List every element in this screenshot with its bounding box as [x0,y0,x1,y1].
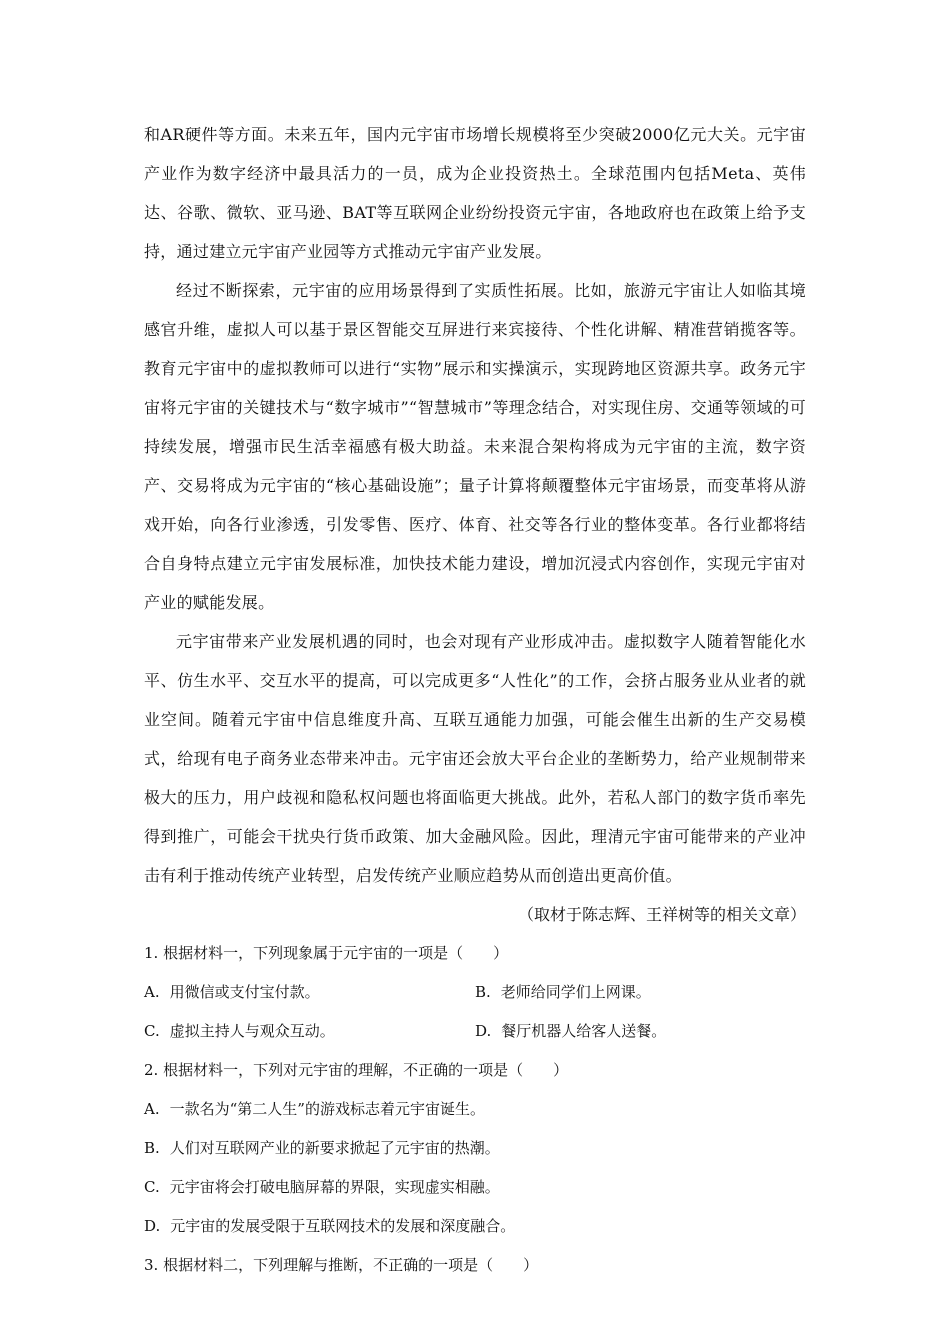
question-1 [144,934,806,1051]
option-text: 用微信或支付宝付款。 [169,983,320,1001]
paragraph-2: 经过不断探索，元宇宙的应用场景得到了实质性拓展。比如，旅游元宇宙让人如临其境感官升维，虚拟人可以基于景区智能交互屏进行来宾接待、个性化讲解、精准营销揽客等。教育元宇宙中的虚拟教师可以进行“实物”展示和实操演示，实现跨地区资源共享。政务元宇宙将元宇宙的关键技术与“数字城市”“智慧城市”等理念结合，对实现住房、交通等领域的可持续发展，增强市民生活幸福感有极大助益。未来混合架构将成为元宇宙的主流，数字资产、交易将成为元宇宙的“核心基础设施”；量子计算将颠覆整体元宇宙场景，而变革将从游戏开始，向各行业渗透，引发零售、医疗、体育、社交等各行业的整体变革。各行业都将结合自身特点建立元宇宙发展标准，加快技术能力建设，增加沉浸式内容创作，实现元宇宙对产业的赋能发展。 [144,281,806,612]
option-text: 人们对互联网产业的新要求掀起了元宇宙的热潮。 [169,1139,500,1157]
question-2-option-c [144,1168,806,1207]
option-label: A. [144,983,160,1001]
question-2-option-b [144,1129,806,1168]
option-label: C. [144,1178,160,1196]
option-text: 餐厅机器人给客人送餐。 [501,1022,667,1040]
option-label: C. [144,1022,160,1040]
paragraph-1: 和AR硬件等方面。未来五年，国内元宇宙市场增长规模将至少突破2000亿元大关。元宇宙产业作为数字经济中最具活力的一员，成为企业投资热土。全球范围内包括Meta、英伟达、谷歌、微软、亚马逊、BAT等互联网企业纷纷投资元宇宙，各地政府也在政策上给予支持，通过建立元宇宙产业园等方式推动元宇宙产业发展。 [144,125,806,261]
question-3 [144,1246,806,1285]
question-1-stem: 1. 根据材料一，下列现象属于元宇宙的一项是（ ） [144,944,509,962]
option-label: B. [475,983,491,1001]
option-text: 虚拟主持人与观众互动。 [169,1022,335,1040]
source-citation: （取材于陈志辉、王祥树等的相关文章） [517,905,806,924]
question-2-stem: 2. 根据材料一，下列对元宇宙的理解，不正确的一项是（ ） [144,1061,569,1079]
question-1-options-row-2 [144,1012,806,1051]
question-2-option-a [144,1090,806,1129]
option-label: D. [475,1022,492,1040]
question-1-option-b [475,973,806,1012]
option-text: 元宇宙将会打破电脑屏幕的界限，实现虚实相融。 [169,1178,500,1196]
option-text: 元宇宙的发展受限于互联网技术的发展和深度融合。 [170,1217,516,1235]
question-1-option-a [144,973,475,1012]
question-1-option-c [144,1012,475,1051]
document-page [144,115,806,1285]
question-1-option-d [475,1012,806,1051]
option-label: B. [144,1139,160,1157]
question-2-option-d [144,1207,806,1246]
option-label: D. [144,1217,161,1235]
question-1-options-row-1 [144,973,806,1012]
option-label: A. [144,1100,160,1118]
question-3-stem: 3. 根据材料二，下列理解与推断，不正确的一项是（ ） [144,1256,539,1274]
option-text: 一款名为“第二人生”的游戏标志着元宇宙诞生。 [169,1100,485,1118]
paragraph-3: 元宇宙带来产业发展机遇的同时，也会对现有产业形成冲击。虚拟数字人随着智能化水平、仿生水平、交互水平的提高，可以完成更多“人性化”的工作，会挤占服务业从业者的就业空间。随着元宇宙中信息维度升高、互联互通能力加强，可能会催生出新的生产交易模式，给现有电子商务业态带来冲击。元宇宙还会放大平台企业的垄断势力，给产业规制带来极大的压力，用户歧视和隐私权问题也将面临更大挑战。此外，若私人部门的数字货币率先得到推广，可能会干扰央行货币政策、加大金融风险。因此，理清元宇宙可能带来的产业冲击有利于推动传统产业转型，启发传统产业顺应趋势从而创造出更高价值。 [144,632,806,885]
question-2 [144,1051,806,1246]
option-text: 老师给同学们上网课。 [500,983,651,1001]
